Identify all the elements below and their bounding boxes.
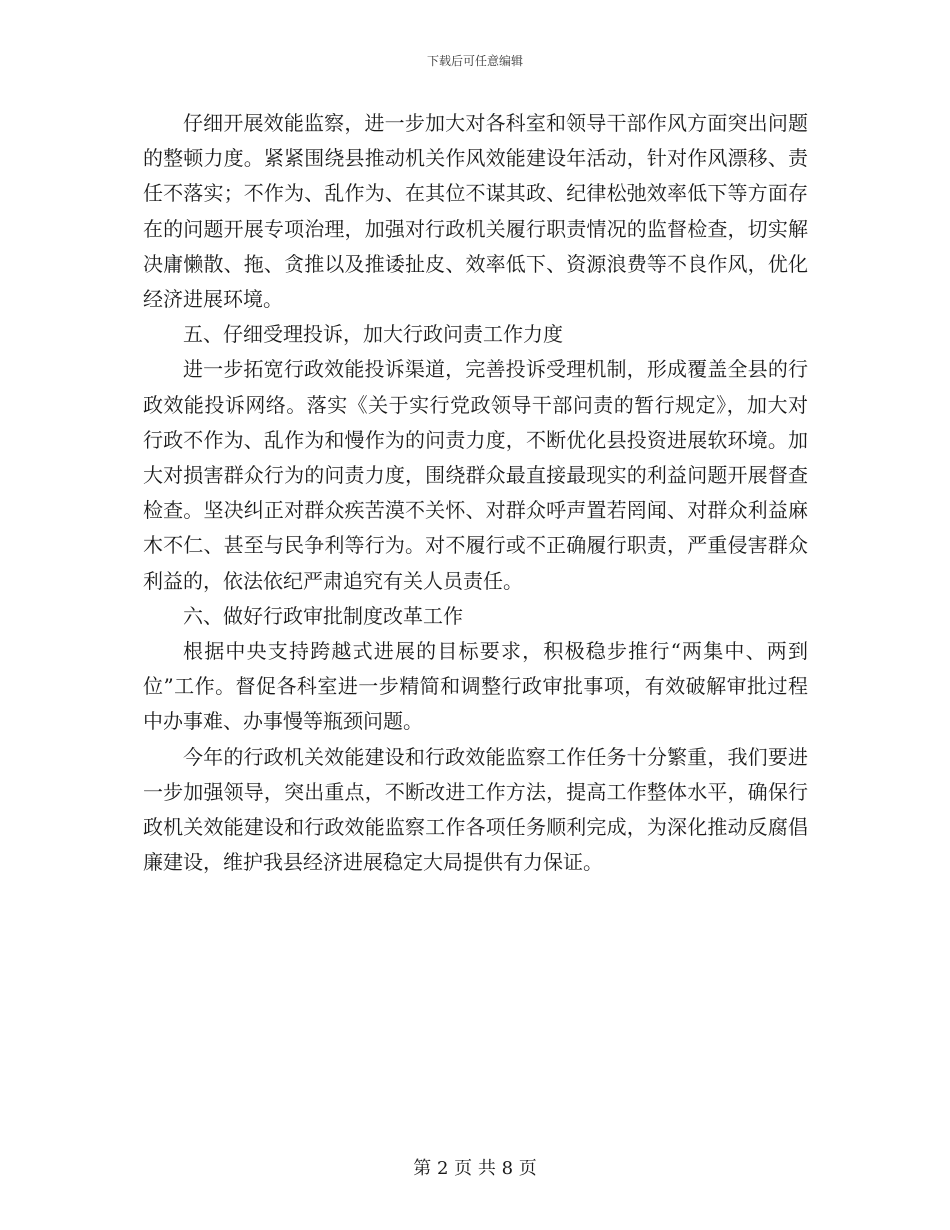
paragraph-approval-reform: 根据中央支持跨越式进展的目标要求，积极稳步推行“两集中、两到位”工作。督促各科室进一步精简和调整行政审批事项，有效破解审批过程中办事难、办事慢等瓶颈问题。 xyxy=(143,639,808,734)
paragraph-efficiency-supervision: 仔细开展效能监察，进一步加大对各科室和领导干部作风方面突出问题的整顿力度。紧紧围绕县推动机关作风效能建设年活动，针对作风漂移、责任不落实；不作为、乱作为、在其位不谋其政、纪律松弛效率低下等方面存在的问题开展专项治理，加强对行政机关履行职责情况的监督检查，切实解决庸懒散、拖、贪推以及推诿扯皮、效率低下、资源浪费等不良作风，优化经济进展环境。 xyxy=(143,111,808,312)
paragraph-complaints: 进一步拓宽行政效能投诉渠道，完善投诉受理机制，形成覆盖全县的行政效能投诉网络。落实《关于实行党政领导干部问责的暂行规定》，加大对行政不作为、乱作为和慢作为的问责力度，不断优化县投资进展软环境。加大对损害群众行为的问责力度，围绕群众最直接最现实的利益问题开展督查检查。坚决纠正对群众疾苦漠不关怀、对群众呼声置若罔闻、对群众利益麻木不仁、甚至与民争利等行为。对不履行或不正确履行职责，严重侵害群众利益的，依法依纪严肃追究有关人员责任。 xyxy=(143,357,808,593)
section-heading-5: 五、仔细受理投诉，加大行政问责工作力度 xyxy=(183,322,563,347)
page-header: 下载后可任意编辑 xyxy=(426,54,523,68)
section-heading-6: 六、做好行政审批制度改革工作 xyxy=(183,603,463,628)
document-body xyxy=(143,106,808,880)
page-number: 第 2 页 共 8 页 xyxy=(413,1158,537,1179)
paragraph-conclusion: 今年的行政机关效能建设和行政效能监察工作任务十分繁重，我们要进一步加强领导，突出重点，不断改进工作方法，提高工作整体水平，确保行政机关效能建设和行政效能监察工作各项任务顺利完成，为深化推动反腐倡廉建设，维护我县经济进展稳定大局提供有力保证。 xyxy=(143,744,808,875)
